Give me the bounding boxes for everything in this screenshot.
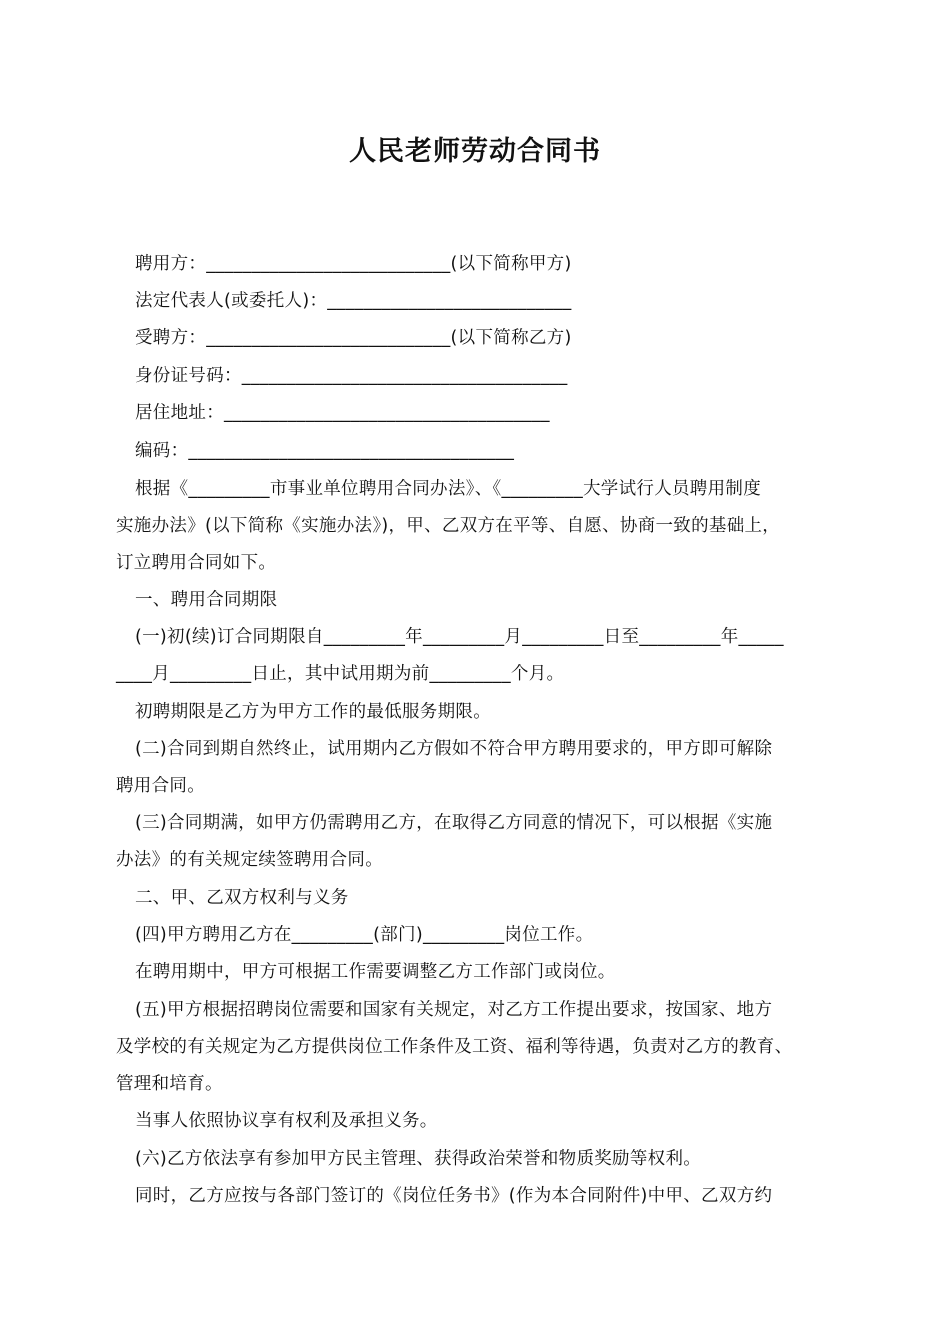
document-title: 人民老师劳动合同书 [349, 136, 601, 167]
paragraph-line: ____月_________日止，其中试用期为前_________个月。 [116, 664, 565, 684]
paragraph-line: 实施办法》(以下简称《实施办法》)，甲、乙双方在平等、自愿、协商一致的基础上， [116, 516, 781, 536]
field-postcode: 编码：____________________________________ [135, 441, 515, 461]
paragraph-line: 订立聘用合同如下。 [116, 553, 277, 573]
paragraph-line: (六)乙方依法享有参加甲方民主管理、获得政治荣誉和物质奖励等权利。 [135, 1149, 702, 1169]
section-heading: 一、聘用合同期限 [135, 590, 278, 610]
paragraph-line: (二)合同到期自然终止，试用期内乙方假如不符合甲方聘用要求的，甲方即可解除 [135, 739, 773, 759]
paragraph-line: 办法》的有关规定续签聘用合同。 [116, 850, 383, 870]
section-heading: 二、甲、乙双方权利与义务 [135, 888, 349, 908]
paragraph-line: 初聘期限是乙方为甲方工作的最低服务期限。 [135, 702, 491, 722]
field-legal-representative: 法定代表人(或委托人)：___________________________ [135, 291, 572, 311]
paragraph-line: 在聘用期中，甲方可根据工作需要调整乙方工作部门或岗位。 [135, 962, 616, 982]
field-address: 居住地址：____________________________________ [135, 403, 550, 423]
paragraph-line: (四)甲方聘用乙方在_________(部门)_________岗位工作。 [135, 925, 594, 945]
paragraph-line: (三)合同期满，如甲方仍需聘用乙方，在取得乙方同意的情况下，可以根据《实施 [135, 813, 773, 833]
paragraph-line: 当事人依照协议享有权利及承担义务。 [135, 1111, 438, 1131]
paragraph-line: 管理和培育。 [116, 1074, 223, 1094]
paragraph-line: (五)甲方根据招聘岗位需要和国家有关规定，对乙方工作提出要求，按国家、地方 [135, 1000, 773, 1020]
field-employee: 受聘方：___________________________(以下简称乙方) [135, 328, 572, 348]
paragraph-line: 根据《_________市事业单位聘用合同办法》、《_________大学试行人员聘用制度 [135, 479, 761, 499]
field-id-number: 身份证号码：____________________________________ [135, 366, 568, 386]
paragraph-line: 聘用合同。 [116, 776, 205, 796]
paragraph-line: 及学校的有关规定为乙方提供岗位工作条件及工资、福利等待遇，负责对乙方的教育、 [116, 1037, 793, 1057]
paragraph-line: 同时，乙方应按与各部门签订的《岗位任务书》(作为本合同附件)中甲、乙双方约 [135, 1186, 773, 1206]
field-employer: 聘用方：___________________________(以下简称甲方) [135, 254, 572, 274]
paragraph-line: (一)初(续)订合同期限自_________年_________月_________日至_________年_____ [135, 627, 784, 647]
